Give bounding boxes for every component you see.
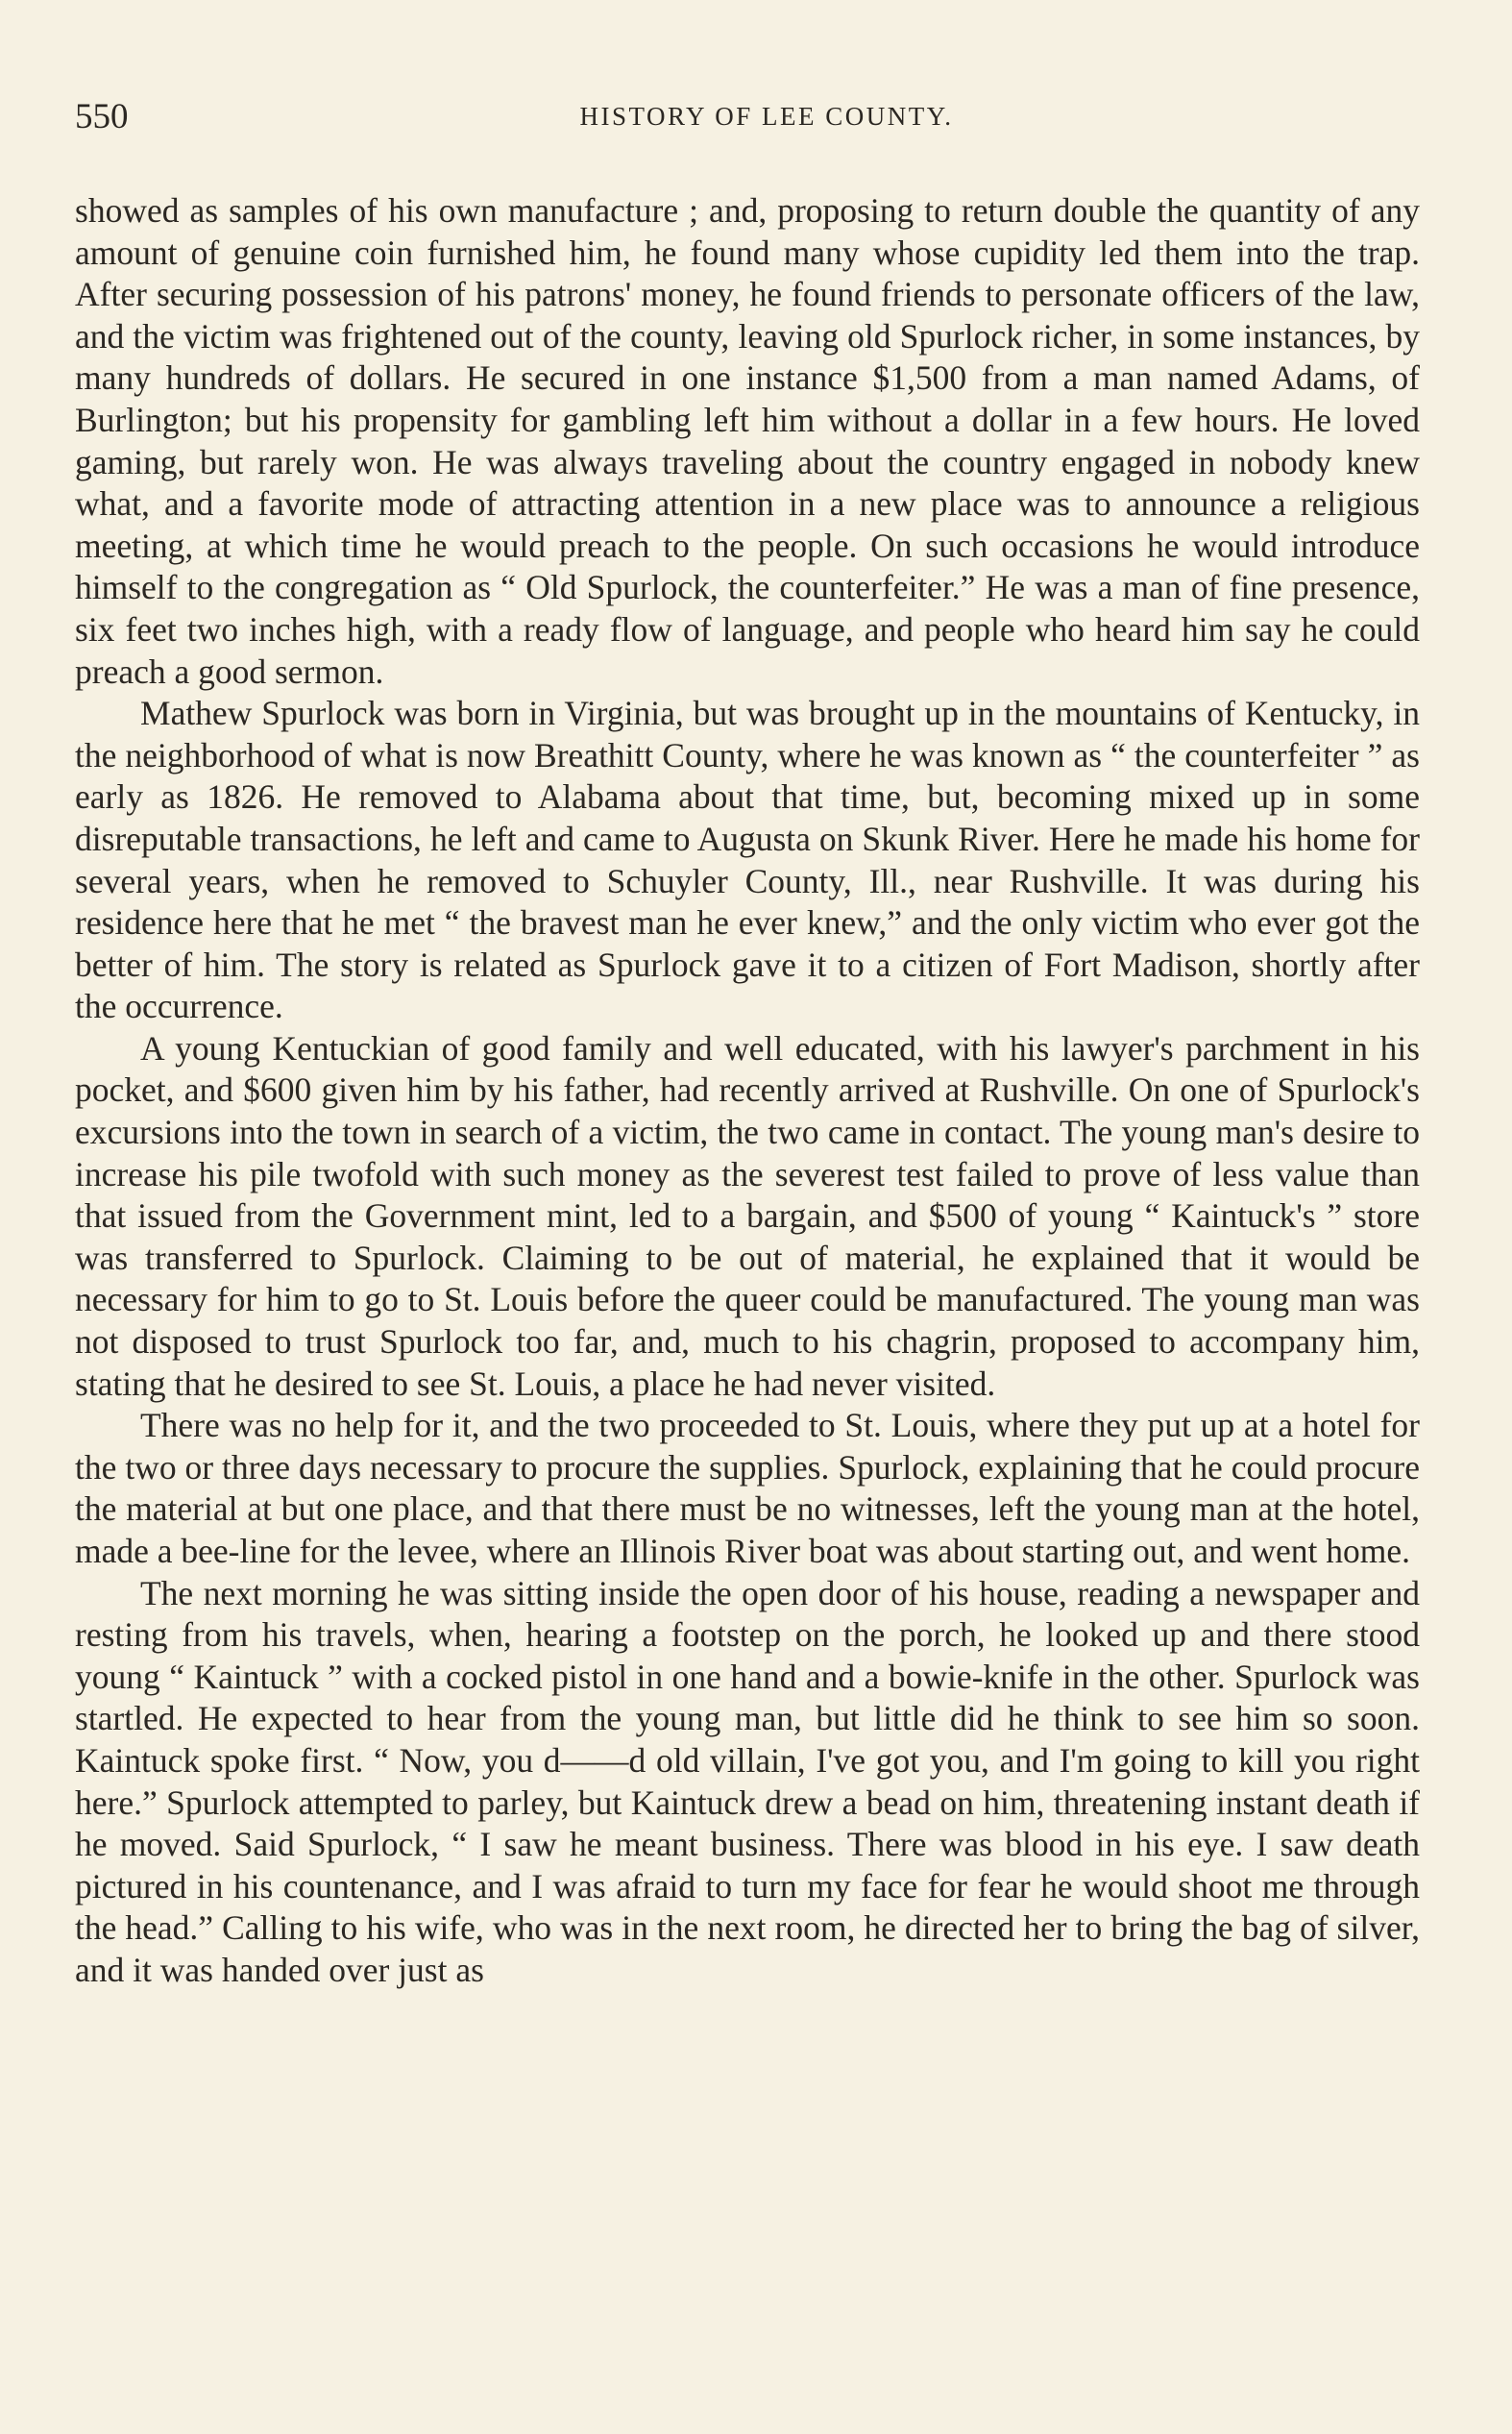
page-number: 550 xyxy=(75,97,129,136)
body-text xyxy=(75,190,1420,1992)
book-page xyxy=(75,96,1420,1992)
paragraph: There was no help for it, and the two proceeded to St. Louis, where they put up at a hotel for the two or three days necessary to procure the supplies. Spurlock, explaining that he could procure the material at but one place, and that there must be no witnesses, left the young man at the hotel, made a bee-line for the levee, where an Illinois River boat was about starting out, and went home. xyxy=(75,1406,1420,1570)
running-head xyxy=(75,96,1420,144)
paragraph: showed as samples of his own manufacture ; and, proposing to return double the quantity of any amount of genuine coin furnished him, he found many whose cupidity led them into the trap. After securing possession of his patrons' money, he found friends to personate officers of the law, and the victim was frightened out of the county, leaving old Spurlock richer, in some instances, by many hundreds of dollars. He secured in one instance $1,500 from a man named Adams, of Burlington; but his propensity for gambling left him without a dollar in a few hours. He loved gaming, but rarely won. He was always traveling about the country engaged in nobody knew what, and a favorite mode of attracting attention in a new place was to announce a religious meeting, at which time he would preach to the people. On such occasions he would introduce himself to the congregation as “ Old Spurlock, the counterfeiter.” He was a man of fine presence, six feet two inches high, with a ready flow of language, and people who heard him say he could preach a good sermon. xyxy=(75,191,1420,691)
paragraph: The next morning he was sitting inside the open door of his house, reading a newspaper and resting from his travels, when, hearing a footstep on the porch, he looked up and there stood young “ Kaintuck ” with a cocked pistol in one hand and a bowie-knife in the other. Spurlock was startled. He expected to hear from the young man, but little did he think to see him so soon. Kaintuck spoke first. “ Now, you d——d old villain, I've got you, and I'm going to kill you right here.” Spurlock attempted to parley, but Kaintuck drew a bead on him, threatening instant death if he moved. Said Spurlock, “ I saw he meant business. There was blood in his eye. I saw death pictured in his countenance, and I was afraid to turn my face for fear he would shoot me through the head.” Calling to his wife, who was in the next room, he directed her to bring the bag of silver, and it was handed over just as xyxy=(75,1573,1420,1989)
paragraph: A young Kentuckian of good family and well educated, with his lawyer's parchment in his pocket, and $600 given him by his father, had recently arrived at Rushville. On one of Spurlock's excursions into the town in search of a victim, the two came in contact. The young man's desire to increase his pile twofold with such money as the severest test failed to prove of less value than that issued from the Government mint, led to a bargain, and $500 of young “ Kaintuck's ” store was transferred to Spurlock. Claiming to be out of material, he explained that it would be necessary for him to go to St. Louis before the queer could be manufactured. The young man was not disposed to trust Spurlock too far, and, much to his chagrin, proposed to accompany him, stating that he desired to see St. Louis, a place he had never visited. xyxy=(75,1028,1420,1403)
paragraph: Mathew Spurlock was born in Virginia, but was brought up in the mountains of Kentucky, in the neighborhood of what is now Breathitt County, where he was known as “ the counterfeiter ” as early as 1826. He removed to Alabama about that time, but, becoming mixed up in some disreputable transactions, he left and came to Augusta on Skunk River. Here he made his home for several years, when he removed to Schuyler County, Ill., near Rushville. It was during his residence here that he met “ the bravest man he ever knew,” and the only victim who ever got the better of him. The story is related as Spurlock gave it to a citizen of Fort Madison, shortly after the occurrence. xyxy=(75,694,1420,1026)
running-title: HISTORY OF LEE COUNTY. xyxy=(579,102,954,131)
